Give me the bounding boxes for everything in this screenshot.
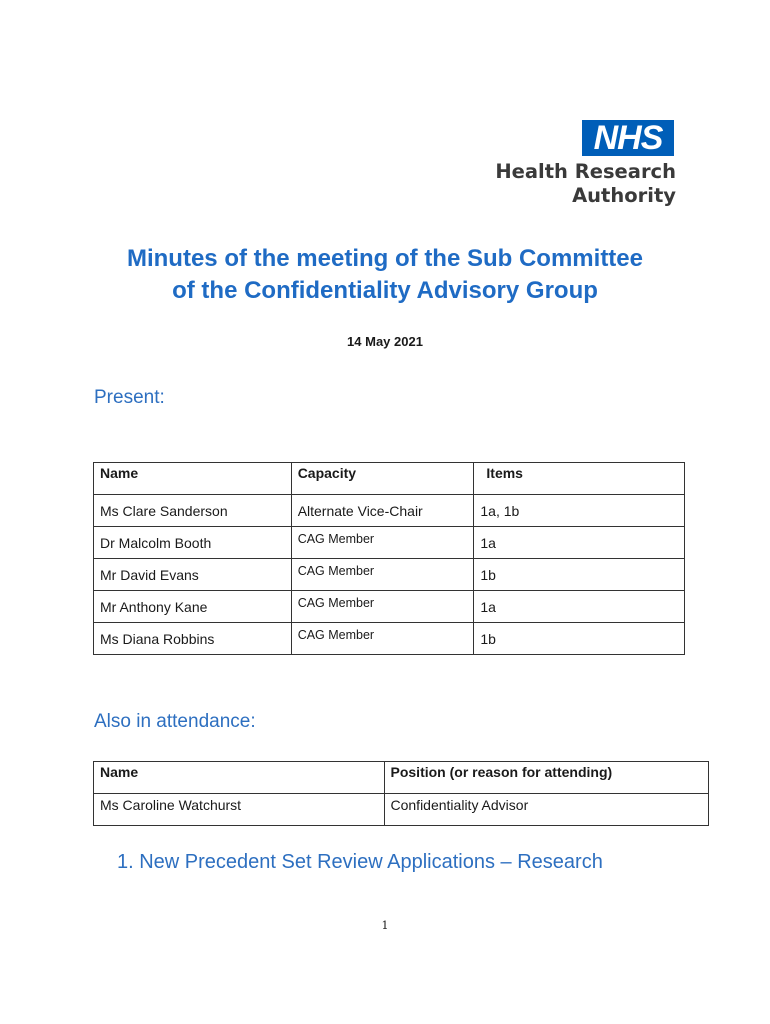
member-name: Ms Diana Robbins: [94, 623, 292, 655]
member-items: 1a: [474, 591, 685, 623]
member-name: Dr Malcolm Booth: [94, 527, 292, 559]
member-capacity: CAG Member: [291, 559, 474, 591]
table-header-row: [94, 762, 709, 794]
table-header-row: [94, 463, 685, 495]
table-row: [94, 794, 709, 826]
member-name: Ms Clare Sanderson: [94, 495, 292, 527]
member-name: Mr David Evans: [94, 559, 292, 591]
member-capacity: CAG Member: [291, 527, 474, 559]
table-row: [94, 623, 685, 655]
attendee-position: Confidentiality Advisor: [384, 794, 709, 826]
section-heading-1: 1. New Precedent Set Review Applications – Research: [117, 851, 603, 873]
member-capacity: CAG Member: [291, 623, 474, 655]
member-capacity: Alternate Vice-Chair: [291, 495, 474, 527]
member-items: 1a: [474, 527, 685, 559]
document-title: [0, 243, 770, 307]
table-row: [94, 527, 685, 559]
table-row: [94, 495, 685, 527]
column-header-capacity: Capacity: [291, 463, 474, 495]
meeting-date: 14 May 2021: [347, 334, 423, 349]
table-row: [94, 591, 685, 623]
nhs-hra-logo: [470, 118, 680, 213]
present-table: [93, 462, 685, 655]
column-header-name: Name: [94, 762, 385, 794]
member-items: 1a, 1b: [474, 495, 685, 527]
attendee-name: Ms Caroline Watchurst: [94, 794, 385, 826]
document-title-line-1: Minutes of the meeting of the Sub Committee: [126, 245, 643, 272]
page-number: 1: [381, 919, 389, 932]
org-name-line-2: Authority: [572, 184, 676, 207]
member-capacity: CAG Member: [291, 591, 474, 623]
member-items: 1b: [474, 623, 685, 655]
member-items: 1b: [474, 559, 685, 591]
nhs-logo-badge: NHS: [582, 120, 674, 156]
column-header-name: Name: [94, 463, 292, 495]
present-heading: Present:: [94, 387, 165, 408]
member-name: Mr Anthony Kane: [94, 591, 292, 623]
also-in-attendance-heading: Also in attendance:: [94, 711, 256, 732]
also-in-attendance-table: [93, 761, 709, 826]
org-name-line-1: Health Research: [495, 160, 676, 183]
table-row: [94, 559, 685, 591]
column-header-position: Position (or reason for attending): [384, 762, 709, 794]
column-header-items: Items: [474, 463, 685, 495]
document-title-line-2: of the Confidentiality Advisory Group: [172, 277, 598, 304]
